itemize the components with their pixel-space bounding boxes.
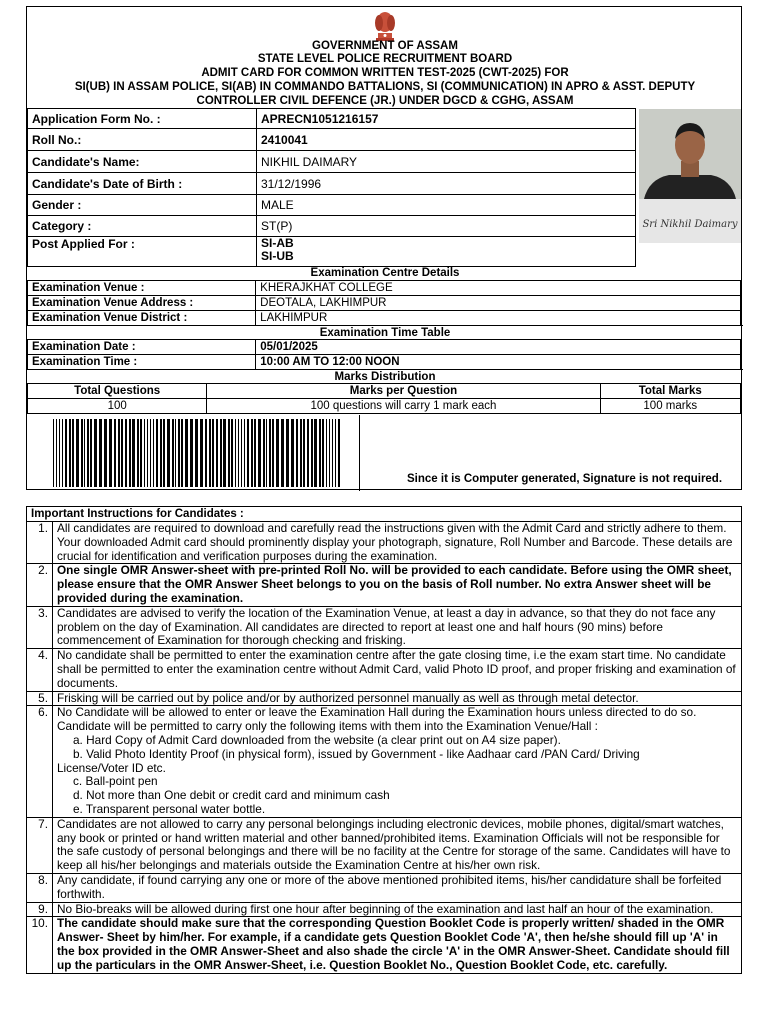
table-row xyxy=(28,355,741,370)
exam-time-value: 10:00 AM TO 12:00 NOON xyxy=(256,355,741,370)
list-item xyxy=(27,564,741,606)
dob-label: Candidate's Date of Birth : xyxy=(28,173,257,195)
allowed-item-c: c. Ball-point pen xyxy=(73,774,158,789)
application-no-value: APRECN1051216157 xyxy=(257,109,636,129)
table-row xyxy=(28,340,741,355)
venue-district-label: Examination Venue District : xyxy=(28,311,256,326)
instruction-text xyxy=(53,706,741,816)
allowed-item-b: b. Valid Photo Identity Proof (in physical form), issued by Government - like Aadhaar card /PAN Card/ Driving xyxy=(73,746,640,761)
allowed-item-e: e. Transparent personal water bottle. xyxy=(73,801,266,816)
instruction-text: The candidate should make sure that the corresponding Question Booklet Code is properly written/ shaded in the OMR Answer- Sheet by him/her. For example, if a candidate gets Question Booklet Code 'A', then he/she should fill up 'A' in the box provided in the OMR Answer-Sheet and also shade the circle 'A' in the OMR Answer-Sheet. Candidate should fill up the particulars in the OMR Answer-Sheet, i.e. Question Booklet No., Question Booklet Code, etc. carefully. xyxy=(57,916,730,972)
centre-details-title: Examination Centre Details xyxy=(310,267,460,279)
table-row xyxy=(28,173,636,195)
instruction-text: Frisking will be carried out by police and/or by authorized personnel manually as well as through metal detector. xyxy=(57,690,639,705)
table-row xyxy=(28,151,636,173)
dob-value: 31/12/1996 xyxy=(257,173,636,195)
instruction-number: 2. xyxy=(27,564,53,605)
header-line-1: GOVERNMENT OF ASSAM xyxy=(312,40,458,52)
roll-no-value: 2410041 xyxy=(257,129,636,151)
marks-per-question-value: 100 questions will carry 1 mark each xyxy=(207,399,600,414)
list-item xyxy=(27,917,741,972)
barcode-cell xyxy=(27,415,360,491)
table-row xyxy=(28,311,741,326)
venue-value: KHERAJKHAT COLLEGE xyxy=(256,281,741,296)
instruction-text: Candidates are not allowed to carry any personal belongings including electronic devices, mobile phones, digital/smart watches, any book or printed or hand written material and other banned/prohibited items. Examination Officials will not be responsible for the safe custody of personal belongings and there will be no facility at the Centre for storage of the same. Candidates will have to keep all his/her belongings and materials outside the Examination Centre at his/her own risk. xyxy=(57,816,731,873)
instruction-text: One single OMR Answer-sheet with pre-printed Roll No. will be provided to each candidate. Before using the OMR sheet, please ensure that the OMR Answer Sheet belongs to you on the basis of Roll number. No extra Answer sheet will be provided during the examination. xyxy=(57,563,732,605)
roll-no-label: Roll No.: xyxy=(28,129,257,151)
allowed-item-d: d. Not more than One debit or credit card and minimum cash xyxy=(73,788,390,803)
gender-label: Gender : xyxy=(28,195,257,216)
admit-card xyxy=(26,6,742,490)
venue-address-value: DEOTALA, LAKHIMPUR xyxy=(256,296,741,311)
table-row xyxy=(28,296,741,311)
marks-per-question-header: Marks per Question xyxy=(207,384,600,399)
list-item xyxy=(27,522,741,564)
table-row xyxy=(28,237,636,267)
centre-details-table xyxy=(27,280,741,326)
instruction-number: 7. xyxy=(27,818,53,873)
allowed-item-b-cont: License/Voter ID etc. xyxy=(57,760,166,775)
instructions-box xyxy=(26,506,742,974)
list-item xyxy=(27,649,741,691)
total-marks-header: Total Marks xyxy=(600,384,740,399)
instruction-number: 6. xyxy=(27,706,53,816)
gender-value: MALE xyxy=(257,195,636,216)
total-questions-value: 100 xyxy=(28,399,207,414)
total-questions-header: Total Questions xyxy=(28,384,207,399)
signature-note: Since it is Computer generated, Signature is not required. xyxy=(407,473,723,485)
marks-distribution-title: Marks Distribution xyxy=(27,369,743,384)
timetable-table xyxy=(27,339,741,370)
table-row xyxy=(28,399,741,414)
table-row xyxy=(28,216,636,237)
instruction-text: No Bio-breaks will be allowed during first one hour after beginning of the examination and last half an hour of the examination. xyxy=(57,901,714,916)
instruction-intro: No Candidate will be allowed to enter or leave the Examination Hall during the Examination hours unless directed to do so. Candidate will be permitted to carry only the following items with them into the Examination Venue/Hall : xyxy=(57,705,697,734)
table-row xyxy=(28,195,636,216)
category-label: Category : xyxy=(28,216,257,237)
header-line-5: CONTROLLER CIVIL DEFENCE (JR.) UNDER DGCD & CGHG, ASSAM xyxy=(196,95,574,107)
list-item xyxy=(27,692,741,707)
header-line-4: SI(UB) IN ASSAM POLICE, SI(AB) IN COMMANDO BATTALIONS, SI (COMMUNICATION) IN APRO & ASST. DEPUTY xyxy=(74,81,696,93)
post-applied-value xyxy=(257,237,636,267)
list-item xyxy=(27,874,741,903)
category-value: ST(P) xyxy=(257,216,636,237)
exam-date-label: Examination Date : xyxy=(28,340,256,355)
instruction-number: 5. xyxy=(27,692,53,706)
candidate-name-label: Candidate's Name: xyxy=(28,151,257,173)
venue-district-value: LAKHIMPUR xyxy=(256,311,741,326)
instruction-text: Candidates are advised to verify the location of the Examination Venue, at least a day in advance, so that they do not face any problem on the day of Examination. All candidates are directed to report at least one and half hours (90 mins) before commencement of Examination for thorough checking and frisking. xyxy=(57,605,716,648)
list-item xyxy=(27,903,741,918)
instruction-number: 9. xyxy=(27,903,53,917)
post-value-1: SI-AB xyxy=(261,236,294,250)
table-row xyxy=(28,384,741,399)
instruction-text: All candidates are required to download and carefully read the instructions given with the Admit Card and strictly adhere to them. Your downloaded Admit card should prominently display your photograph, signature, Roll Number and Barcode. These details are crucial for identification and verification purposes during the examination. xyxy=(57,521,733,563)
candidate-signature: Sri Nikhil Daimary xyxy=(642,219,738,230)
venue-address-label: Examination Venue Address : xyxy=(28,296,256,311)
instruction-text: No candidate shall be permitted to enter the examination centre after the gate closing time, i.e the exam start time. No candidate shall be permitted to enter the examination centre without Admit Card, valid Photo ID proof, and proper frisking and examination of documents. xyxy=(57,648,736,690)
barcode xyxy=(53,419,343,487)
total-marks-value: 100 marks xyxy=(600,399,740,414)
instruction-number: 3. xyxy=(27,607,53,648)
allowed-item-a: a. Hard Copy of Admit Card downloaded from the website (a clear print out on A4 size paper). xyxy=(73,732,561,747)
venue-label: Examination Venue : xyxy=(28,281,256,296)
national-emblem-icon xyxy=(373,9,397,43)
instruction-number: 10. xyxy=(27,917,53,972)
list-item xyxy=(27,818,741,874)
instruction-text: Any candidate, if found carrying any one or more of the above mentioned prohibited items, his/her candidature shall be forfeited forthwith. xyxy=(57,872,722,901)
candidate-name-value: NIKHIL DAIMARY xyxy=(257,151,636,173)
marks-table xyxy=(27,383,741,414)
instruction-number: 1. xyxy=(27,522,53,563)
exam-time-label: Examination Time : xyxy=(28,355,256,370)
table-row xyxy=(28,109,636,129)
timetable-title: Examination Time Table xyxy=(27,325,743,340)
post-applied-label: Post Applied For : xyxy=(28,237,257,267)
list-item xyxy=(27,706,741,817)
table-row xyxy=(28,129,636,151)
instruction-number: 4. xyxy=(27,649,53,690)
post-value-2: SI-UB xyxy=(261,249,294,263)
table-row xyxy=(28,281,741,296)
instruction-number: 8. xyxy=(27,874,53,902)
header-line-3: ADMIT CARD FOR COMMON WRITTEN TEST-2025 (CWT-2025) FOR xyxy=(201,67,569,79)
candidate-photo xyxy=(639,109,741,243)
header-line-2: STATE LEVEL POLICE RECRUITMENT BOARD xyxy=(257,53,513,65)
instructions-title: Important Instructions for Candidates : xyxy=(27,507,741,522)
list-item xyxy=(27,607,741,649)
application-no-label: Application Form No. : xyxy=(28,109,257,129)
exam-date-value: 05/01/2025 xyxy=(256,340,741,355)
candidate-details-table xyxy=(27,108,636,267)
